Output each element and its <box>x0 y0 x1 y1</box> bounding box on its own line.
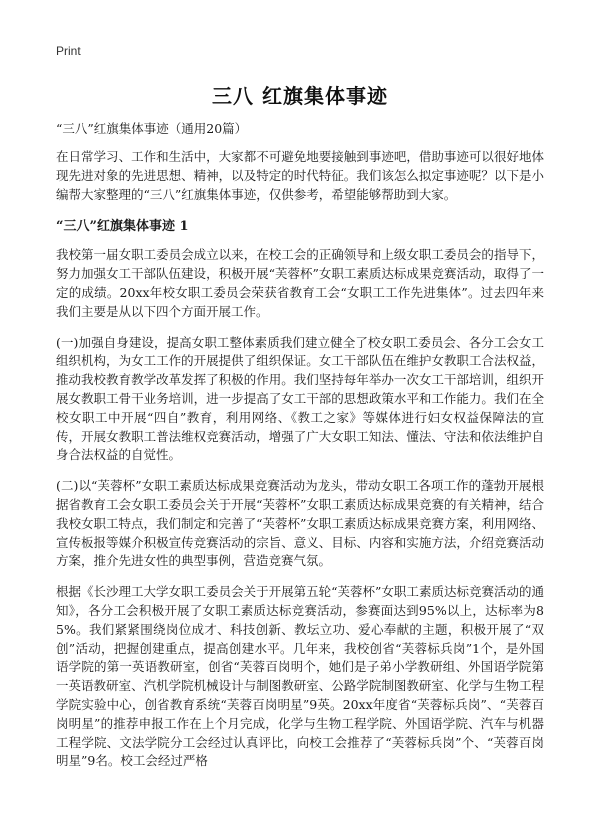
document-body <box>56 120 544 783</box>
section-heading: “三八”红旗集体事迹 1 <box>56 219 189 235</box>
body-paragraph-2: (一)加强自身建设，提高女职工整体素质我们建立健全了校女职工委员会、各分工会女工组织机构，为女工工作的开展提供了组织保证。女工干部队伍在维护女教职工合法权益，推动我校教育教学改革发挥了积极的作用。我们坚持每年举办一次女工干部培训，组织开展女教职工骨干业务培训，进一步提高了女工干部的思想政策水平和工作能力。我们在全校女职工中开展“四自”教育，利用网络、《教工之家》等媒体进行妇女权益保障法的宣传，开展女教职工普法维权竞赛活动，增强了广大女职工知法、懂法、守法和依法维护自身合法权益的自觉性。 <box>56 334 544 463</box>
document-subtitle: “三八”红旗集体事迹（通用20篇） <box>56 121 248 136</box>
body-paragraph-4: 根据《长沙理工大学女职工委员会关于开展第五轮“芙蓉杯”女职工素质达标竞赛活动的通知》，各分工会积极开展了女职工素质达标竞赛活动，参赛面达到95%以上，达标率为85%。我们紧紧围绕岗位成才、科技创新、教坛立功、爱心奉献的主题，积极开展了“双创”活动，把握创建重点，提高创建水平。几年来，我校创省“芙蓉标兵岗”1个，是外国语学院的第一英语教研室，创省“芙蓉百岗明个，她们是子弟小学教研组、外国语学院第一英语教研室、汽机学院机械设计与制图教研室、公路学院制图教研室、化学与生物工程学院实验中心，创省教育系统“芙蓉百岗明星”9英。20xx年度省“芙蓉标兵岗”、“芙蓉百岗明星”的推荐申报工作在上个月完成，化学与生物工程学院、外国语学院、汽车与机器工程学院、文法学院分工会经过认真评比，向校工会推荐了“芙蓉标兵岗”个、“芙蓉百岗明星”9名。校工会经过严格 <box>56 584 544 769</box>
body-paragraph-1: 我校第一届女职工委员会成立以来，在校工会的正确领导和上级女职工委员会的指导下，努力加强女工干部队伍建设，积极开展“芙蓉杯”女职工素质达标成果竞赛活动，取得了一定的成绩。20xx年校女职工委员会荣获省教育工会“女职工工作先进集体”。过去四年来我们主要是从以下四个方面开展工作。 <box>56 247 544 319</box>
print-link[interactable]: Print <box>56 44 81 58</box>
intro-paragraph: 在日常学习、工作和生活中，大家都不可避免地要接触到事迹吧，借助事迹可以很好地体现先进对象的先进思想、精神，以及特定的时代特征。我们该怎么拟定事迹呢？以下是小编帮大家整理的“三八”红旗集体事迹，仅供参考，希望能够帮助到大家。 <box>56 149 544 202</box>
page-title: 三八 红旗集体事迹 <box>212 84 388 108</box>
body-paragraph-3: (二)以“芙蓉杯”女职工素质达标成果竞赛活动为龙头，带动女职工各项工作的蓬勃开展根据省教育工会女职工委员会关于开展“芙蓉杯”女职工素质达标成果竞赛的有关精神，结合我校女职工特点，我们制定和完善了“芙蓉杯”女职工素质达标成果竞赛方案，利用网络、宣传板报等媒介积极宣传竞赛活动的宗旨、意义、目标、内容和实施方法，介绍竞赛活动方案，推介先进女性的典型事例，营造竞赛气氛。 <box>56 478 544 569</box>
